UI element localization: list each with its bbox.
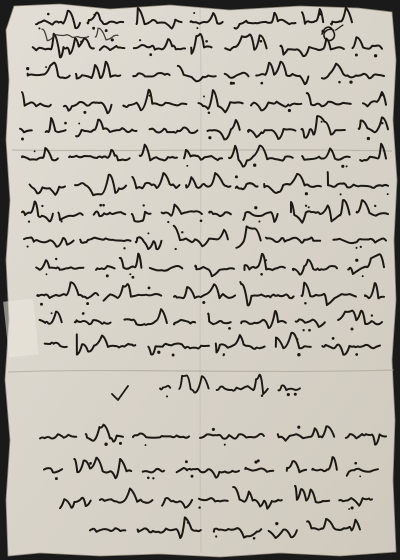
ink-dot xyxy=(102,204,105,207)
ink-dot xyxy=(362,275,364,277)
ink-dot xyxy=(346,165,348,167)
ink-dot xyxy=(27,246,29,248)
ink-dot xyxy=(208,111,211,114)
ink-dot xyxy=(297,426,300,429)
ink-dot xyxy=(200,219,203,222)
ink-dot xyxy=(297,353,300,356)
ink-dot xyxy=(232,82,235,85)
ink-dot xyxy=(205,40,208,43)
ink-dot xyxy=(254,461,257,464)
ink-dot xyxy=(321,121,323,123)
ink-dot xyxy=(355,353,358,356)
ink-dot xyxy=(288,109,291,112)
ink-dot xyxy=(198,506,200,508)
ink-dot xyxy=(139,39,141,41)
ink-dot xyxy=(41,205,43,207)
ink-dot xyxy=(304,302,307,305)
ink-dot xyxy=(166,395,168,397)
ink-dot xyxy=(381,122,383,124)
ink-dot xyxy=(28,220,30,222)
ink-dot xyxy=(106,274,109,277)
ink-dot xyxy=(186,165,188,167)
ink-dot xyxy=(212,428,215,431)
ink-dot xyxy=(294,393,297,396)
ink-dot xyxy=(55,258,57,260)
ink-dot xyxy=(104,443,107,446)
ink-dot xyxy=(253,537,256,540)
ink-dot xyxy=(132,276,135,279)
ink-dot xyxy=(47,13,50,16)
ink-dot xyxy=(55,477,58,480)
ink-dot xyxy=(149,95,151,97)
ink-dot xyxy=(89,462,92,465)
ink-dot xyxy=(111,38,114,41)
tape-patch xyxy=(3,299,39,358)
ink-dot xyxy=(143,204,145,206)
ink-dot xyxy=(253,164,256,167)
ink-dot xyxy=(224,444,226,446)
ink-dot xyxy=(149,53,152,56)
ink-dot xyxy=(258,220,260,222)
ink-dot xyxy=(60,220,62,222)
ink-dot xyxy=(181,231,183,233)
ink-dot xyxy=(341,165,344,168)
ink-dot xyxy=(355,247,357,249)
ink-dot xyxy=(351,328,354,331)
ink-dot xyxy=(99,204,102,207)
ink-dot xyxy=(203,96,205,98)
ink-dot xyxy=(223,354,225,356)
ink-dot xyxy=(254,206,257,209)
ink-dot xyxy=(119,442,122,445)
ink-dot xyxy=(39,191,41,193)
ink-dot xyxy=(351,506,354,509)
ink-dot xyxy=(38,27,40,29)
ink-dot xyxy=(45,66,47,68)
ink-dot xyxy=(259,505,261,507)
ink-dot xyxy=(64,122,67,125)
ink-dot xyxy=(260,82,263,85)
ink-dot xyxy=(175,248,177,250)
ink-dot xyxy=(374,205,376,207)
ink-dot xyxy=(202,301,205,304)
ink-dot xyxy=(152,477,154,479)
ink-dot xyxy=(305,82,307,84)
ink-dot xyxy=(86,302,89,305)
ink-dot xyxy=(34,150,36,152)
ink-dot xyxy=(374,54,377,57)
ink-dot xyxy=(92,27,95,30)
ink-dot xyxy=(308,206,310,208)
ink-dot xyxy=(260,40,263,43)
ink-dot xyxy=(260,273,263,276)
ink-dot xyxy=(172,354,175,357)
ink-dot xyxy=(105,29,108,32)
ink-dot xyxy=(187,522,189,524)
ink-dot xyxy=(148,286,151,289)
ink-dot xyxy=(83,111,86,114)
ink-dot xyxy=(305,205,307,207)
ink-dot xyxy=(208,136,211,139)
ink-dot xyxy=(215,535,217,537)
ink-dot xyxy=(147,477,150,480)
ink-dot xyxy=(360,246,362,248)
ink-dot xyxy=(193,12,195,14)
ink-dot xyxy=(302,329,304,331)
ink-dot xyxy=(338,81,341,84)
ink-dot xyxy=(78,123,80,125)
ink-dot xyxy=(21,138,24,141)
ink-dot xyxy=(129,273,131,275)
ink-dot xyxy=(371,314,373,316)
ink-dot xyxy=(93,14,95,16)
ink-dot xyxy=(380,93,383,96)
ink-dot xyxy=(82,312,85,315)
ink-dot xyxy=(26,67,29,70)
ink-dot xyxy=(46,273,48,275)
ink-dot xyxy=(147,232,149,234)
ink-dot xyxy=(355,54,358,57)
ink-dot xyxy=(235,175,238,178)
ink-dot xyxy=(145,444,147,446)
ink-dot xyxy=(287,393,290,396)
ink-dot xyxy=(261,395,263,397)
ink-dot xyxy=(80,41,82,43)
ink-dot xyxy=(265,259,267,261)
ink-dot xyxy=(275,522,278,525)
ink-dot xyxy=(367,137,370,140)
ink-dot xyxy=(348,508,350,510)
ink-dot xyxy=(354,462,357,465)
ink-dot xyxy=(305,192,308,195)
ink-dot xyxy=(332,337,335,340)
ink-dot xyxy=(228,327,231,330)
ink-dot xyxy=(340,193,342,195)
ink-dot xyxy=(349,80,352,83)
ink-dot xyxy=(51,312,53,314)
ink-dot xyxy=(296,338,298,340)
ink-dot xyxy=(196,27,198,29)
ink-dot xyxy=(123,247,125,249)
ink-dot xyxy=(387,193,389,195)
ink-dot xyxy=(318,12,321,15)
ink-dot xyxy=(185,460,188,463)
ink-dot xyxy=(359,475,361,477)
ink-dot xyxy=(167,221,169,223)
ink-dot xyxy=(308,329,311,332)
ink-dot xyxy=(40,303,43,306)
ink-dot xyxy=(157,351,160,354)
ink-dot xyxy=(191,475,194,478)
ink-dot xyxy=(355,259,358,262)
